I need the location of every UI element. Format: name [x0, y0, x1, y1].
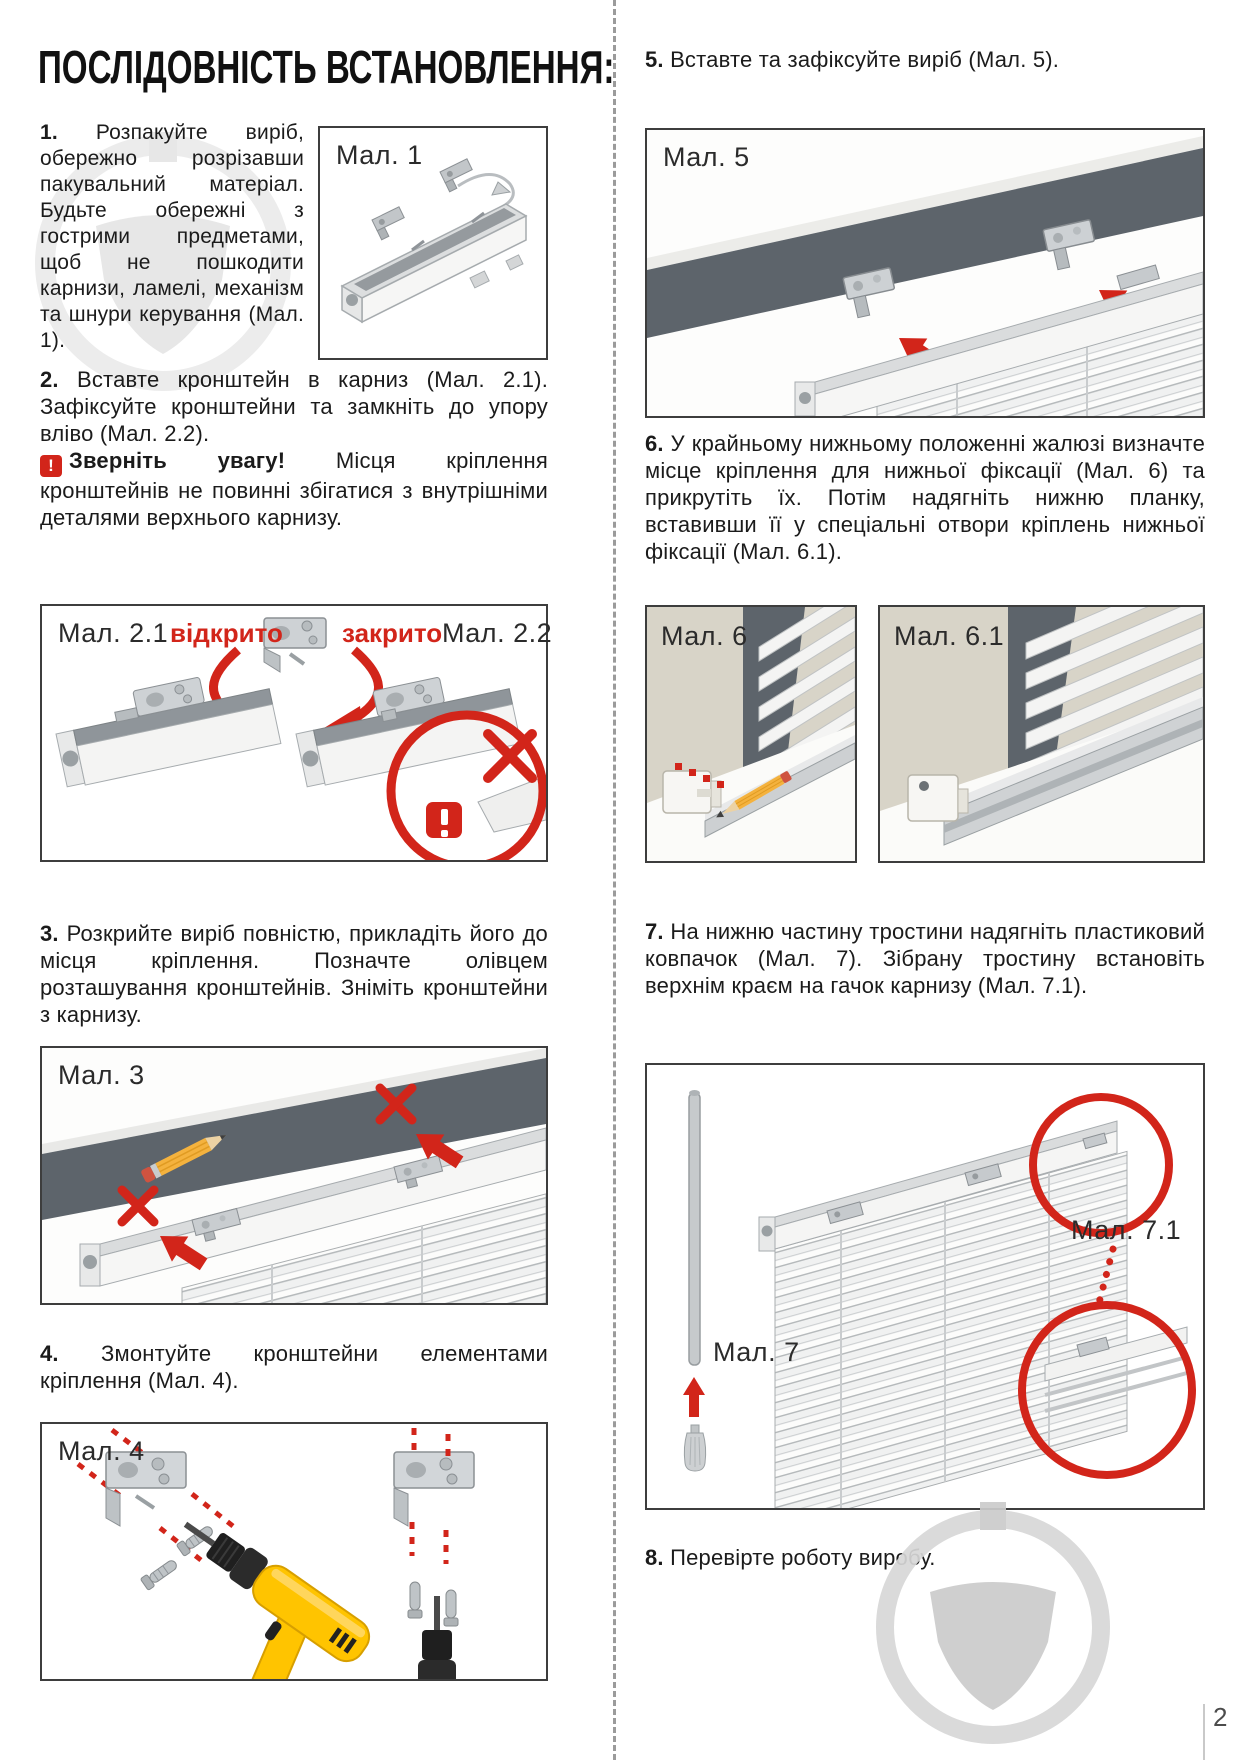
warning-icon: ! — [40, 455, 62, 477]
step-1: 1. Розпакуйте виріб, обережно розрізавши пакувальний матеріал. Будьте обережні з гострими предметами, щоб не пошкодити карнизи, ламелі, механізм та шнури керування (Мал. 1). — [40, 121, 304, 352]
figure-6-label: Мал. 6 — [661, 621, 748, 651]
step-5: 5. Вставте та зафіксуйте виріб (Мал. 5). — [645, 47, 1060, 72]
step-2-block — [40, 366, 548, 531]
brand-watermark-bottom — [858, 1492, 1128, 1760]
step-7: 7. На нижню частину тростини надягніть пластиковий ковпачок (Мал. 7). Зібрану тростину встановіть верхнім краєм на гачок карнизу (Мал. 7.1). — [645, 919, 1205, 998]
step-4: 4. Змонтуйте кронштейни елементами кріплення (Мал. 4). — [40, 1341, 549, 1393]
figure-1-box — [318, 126, 548, 360]
figure-2-open-label: відкрито — [170, 618, 283, 648]
figure-3-box — [40, 1046, 548, 1305]
figure-2-closed-label: закрито — [342, 618, 443, 648]
figure-5-box — [645, 128, 1205, 418]
figure-3-label: Мал. 3 — [58, 1060, 145, 1090]
step-6: 6. У крайньому нижньому положенні жалюзі визначте місце кріплення для нижньої фіксації (Мал. 6) та прикрутіть їх. Потім надягніть нижню планку, вставивши її у спеціальні отвори кріплень нижньої фіксації (Мал. 6.1). — [645, 431, 1205, 564]
figure-7-box — [645, 1063, 1205, 1510]
step-3: 3. Розкрийте виріб повністю, прикладіть його до місця кріплення. Позначте олівцем розташування кронштейнів. Зніміть кронштейни з карнизу. — [40, 921, 548, 1027]
page-number: 2 — [1213, 1702, 1228, 1732]
column-divider — [613, 0, 616, 1760]
figure-5-label: Мал. 5 — [663, 142, 750, 172]
figure-7-1-label: Мал. 7.1 — [1071, 1215, 1182, 1245]
figure-2-1-label: Мал. 2.1 — [58, 618, 169, 648]
figure-7-illustration — [647, 1065, 1203, 1508]
figure-6-box — [645, 605, 857, 863]
page-title: ПОСЛІДОВНІСТЬ ВСТАНОВЛЕННЯ: — [38, 41, 615, 93]
figure-2-box — [40, 604, 553, 862]
warning-note: ! Зверніть увагу! Місця кріплення кронштейнів не повинні збігатися з внутрішніми деталями верхнього карнизу. — [40, 448, 548, 530]
step-2: 2. Вставте кронштейн в карниз (Мал. 2.1). Зафіксуйте кронштейни та замкніть до упору вліво (Мал. 2.2). — [40, 367, 549, 446]
figure-1-label: Мал. 1 — [336, 140, 423, 170]
figure-4-box — [40, 1422, 548, 1681]
figure-4-label: Мал. 4 — [58, 1436, 145, 1466]
page-number-divider — [1203, 1704, 1205, 1760]
step-8: 8. Перевірте роботу виробу. — [645, 1545, 936, 1570]
figure-7-label: Мал. 7 — [713, 1337, 800, 1367]
figure-2-2-label: Мал. 2.2 — [442, 618, 553, 648]
figure-6-1-label: Мал. 6.1 — [894, 621, 1005, 651]
figure-6-1-box — [878, 605, 1205, 863]
